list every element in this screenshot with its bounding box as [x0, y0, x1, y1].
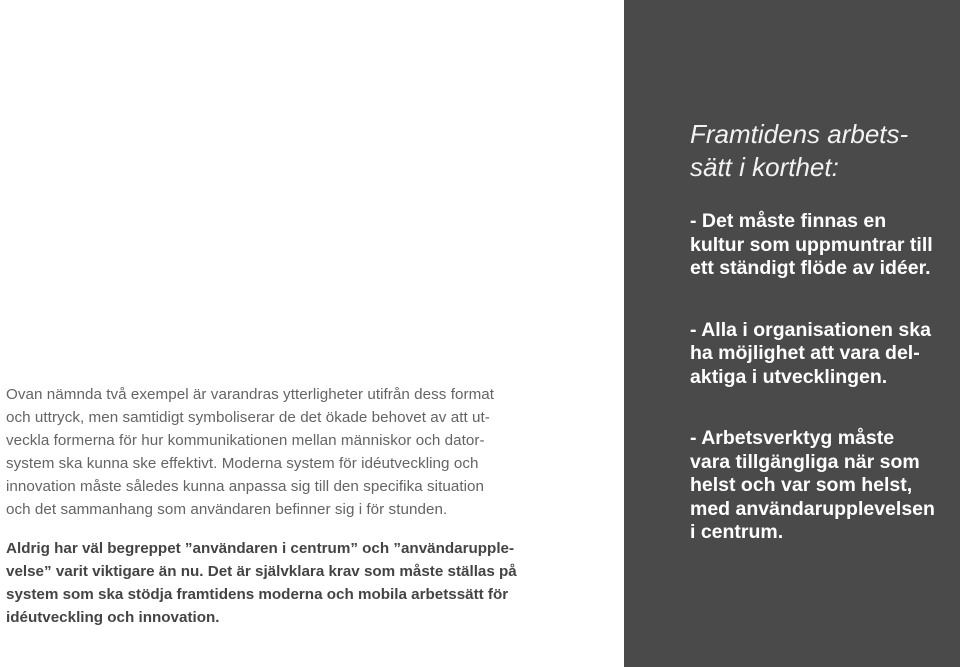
summary-bullet — [690, 427, 960, 545]
title-line: Framtidens arbets- — [690, 119, 909, 149]
paragraph-line: innovation måste således kunna anpassa sig till den specifika situation — [6, 478, 485, 495]
title-line: sätt i korthet: — [690, 152, 839, 182]
paragraph-line: velse” varit viktigare än nu. Det är självklara krav som måste ställas på — [6, 563, 517, 580]
bullet-line: - Arbetsverktyg måste — [690, 427, 895, 449]
bullet-line: - Det måste finnas en — [690, 210, 887, 232]
paragraph-line: veckla formerna för hur kommunikationen mellan människor och dator- — [6, 432, 485, 449]
bullet-line: vara tillgängliga när som — [690, 450, 920, 473]
paragraph-line: och det sammanhang som användaren befinner sig i för stunden. — [6, 501, 448, 518]
sidebar-title — [690, 118, 960, 184]
bullet-line: med användarupplevelsen — [690, 497, 935, 520]
bullet-line: - Alla i organisationen ska — [690, 318, 931, 341]
paragraph-line: Aldrig har väl begreppet ”användaren i centrum” och ”användarupple- — [6, 540, 515, 557]
intro-paragraph — [6, 383, 566, 521]
bullet-line: ha möjlighet att vara del- — [690, 342, 920, 364]
sidebar-content — [690, 118, 960, 545]
paragraph-line: system som ska stödja framtidens moderna och mobila arbetssätt för — [6, 586, 509, 603]
bullet-line: i centrum. — [690, 521, 784, 543]
paragraph-line: Ovan nämnda två exempel är varandras ytterligheter utifrån dess format — [6, 386, 495, 403]
paragraph-line: system ska kunna ske effektivt. Moderna system för idéutveckling och — [6, 455, 479, 472]
main-text-column — [6, 383, 566, 629]
summary-sidebar — [624, 0, 960, 667]
bullet-line: kultur som uppmuntrar till — [690, 233, 933, 256]
summary-bullet — [690, 210, 960, 281]
paragraph-line: och uttryck, men samtidigt symboliserar de det ökade behovet av att ut- — [6, 409, 490, 426]
summary-bullets — [690, 210, 960, 545]
paragraph-line: idéutveckling och innovation. — [6, 609, 220, 626]
bullet-line: ett ständigt flöde av idéer. — [690, 257, 931, 279]
bullet-line: aktiga i utvecklingen. — [690, 365, 888, 388]
emphasis-paragraph — [6, 537, 566, 629]
bullet-line: helst och var som helst, — [690, 474, 913, 496]
summary-bullet — [690, 319, 960, 390]
